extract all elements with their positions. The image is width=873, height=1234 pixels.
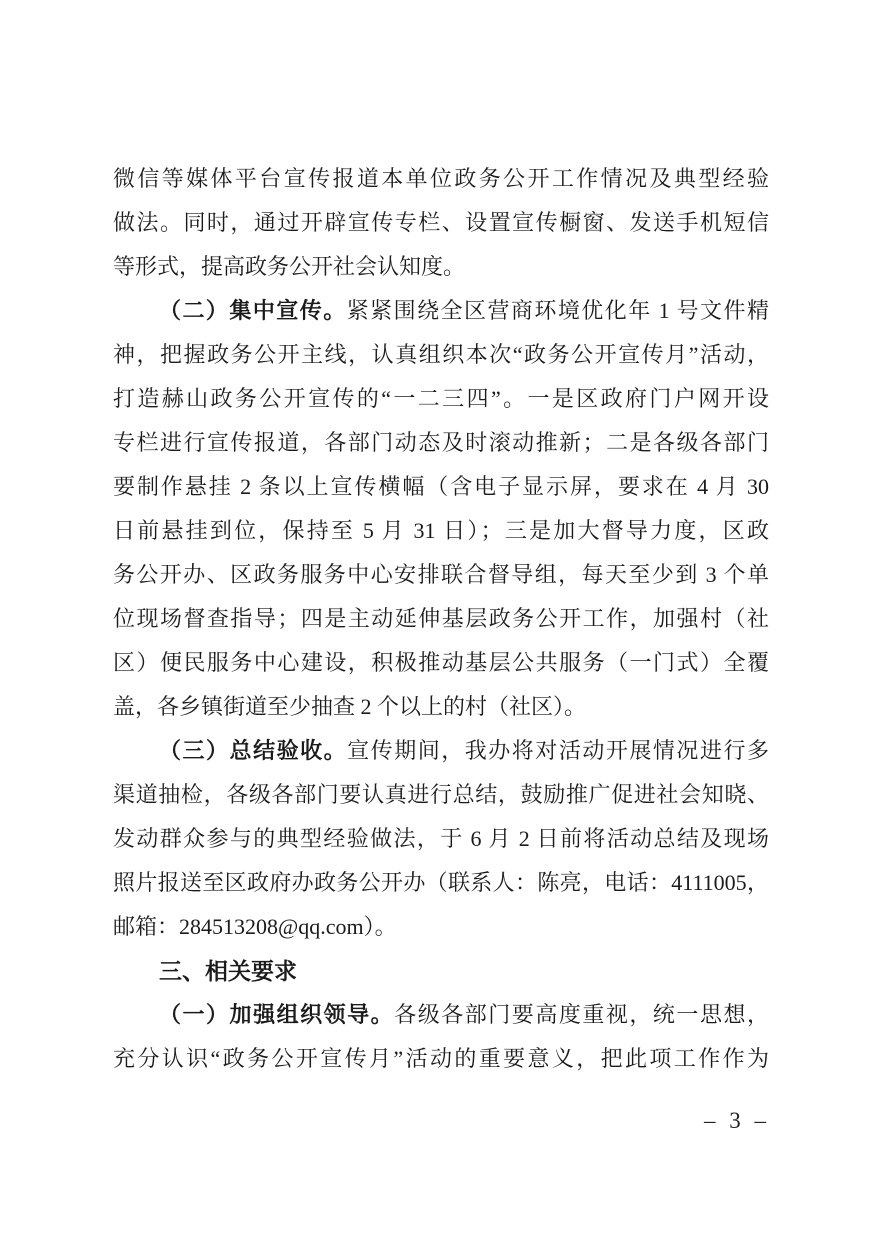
text-line — [113, 729, 769, 773]
body-text-run: 充分认识“政务公开宣传月”活动的重要意义，把此项工作作为 — [113, 1046, 769, 1071]
text-line — [113, 861, 769, 905]
text-line — [113, 597, 769, 641]
text-line — [113, 641, 769, 685]
body-text-run: 务公开办、区政务服务中心安排联合督导组，每天至少到 3 个单 — [113, 562, 769, 587]
body-text-run: 等形式，提高政务公开社会认知度。 — [113, 254, 466, 279]
text-line — [113, 773, 769, 817]
text-line — [113, 685, 769, 729]
body-text-run: 盖，各乡镇街道至少抽查 2 个以上的村（社区）。 — [113, 694, 587, 719]
body-text-run: 专栏进行宣传报道，各部门动态及时滚动推新；二是各级各部门 — [113, 430, 769, 455]
document-body-text — [113, 157, 769, 1081]
body-text-run: 要制作悬挂 2 条以上宣传横幅（含电子显示屏，要求在 4 月 30 — [113, 474, 769, 499]
text-line — [113, 333, 769, 377]
text-line — [113, 553, 769, 597]
body-text-run: 位现场督查指导；四是主动延伸基层政务公开工作，加强村（社 — [113, 606, 769, 631]
text-line — [113, 1037, 769, 1081]
body-text-run: 做法。同时，通过开辟宣传专栏、设置宣传橱窗、发送手机短信 — [113, 210, 769, 235]
body-text-run: 发动群众参与的典型经验做法，于 6 月 2 日前将活动总结及现场 — [113, 826, 769, 851]
text-line — [113, 509, 769, 553]
body-text-run: 区）便民服务中心建设，积极推动基层公共服务（一门式）全覆 — [113, 650, 769, 675]
text-line — [113, 289, 769, 333]
body-text-run: 紧紧围绕全区营商环境优化年 1 号文件精 — [346, 298, 769, 323]
text-line — [113, 465, 769, 509]
text-line — [113, 993, 769, 1037]
body-text-run: 打造赫山政务公开宣传的“一二三四”。一是区政府门户网开设 — [113, 386, 769, 411]
text-line — [113, 245, 769, 289]
section-lead-run: （二）集中宣传。 — [159, 298, 347, 323]
body-text-run: 宣传期间，我办将对活动开展情况进行多 — [347, 738, 769, 763]
text-line — [113, 421, 769, 465]
body-text-run: 各级各部门要高度重视，统一思想， — [394, 1002, 769, 1027]
text-line — [113, 949, 769, 993]
body-text-run: 照片报送至区政府办政务公开办（联系人：陈亮，电话：4111005， — [113, 870, 769, 895]
text-line — [113, 905, 769, 949]
body-text-run: 日前悬挂到位，保持至 5 月 31 日）；三是加大督导力度，区政 — [113, 518, 769, 543]
page-number: – 3 – — [704, 1108, 770, 1133]
section-lead-run: （一）加强组织领导。 — [159, 1002, 395, 1027]
body-text-run: 渠道抽检，各级各部门要认真进行总结，鼓励推广促进社会知晓、 — [113, 782, 769, 807]
body-text-run: 微信等媒体平台宣传报道本单位政务公开工作情况及典型经验 — [113, 166, 769, 191]
section-heading-run: 三、相关要求 — [159, 958, 297, 984]
text-line — [113, 157, 769, 201]
body-text-run: 邮箱：284513208@qq.com）。 — [113, 914, 397, 939]
body-text-run: 神，把握政务公开主线，认真组织本次“政务公开宣传月”活动， — [113, 342, 769, 367]
text-line — [113, 201, 769, 245]
text-line — [113, 817, 769, 861]
section-lead-run: （三）总结验收。 — [159, 738, 348, 763]
text-line — [113, 377, 769, 421]
